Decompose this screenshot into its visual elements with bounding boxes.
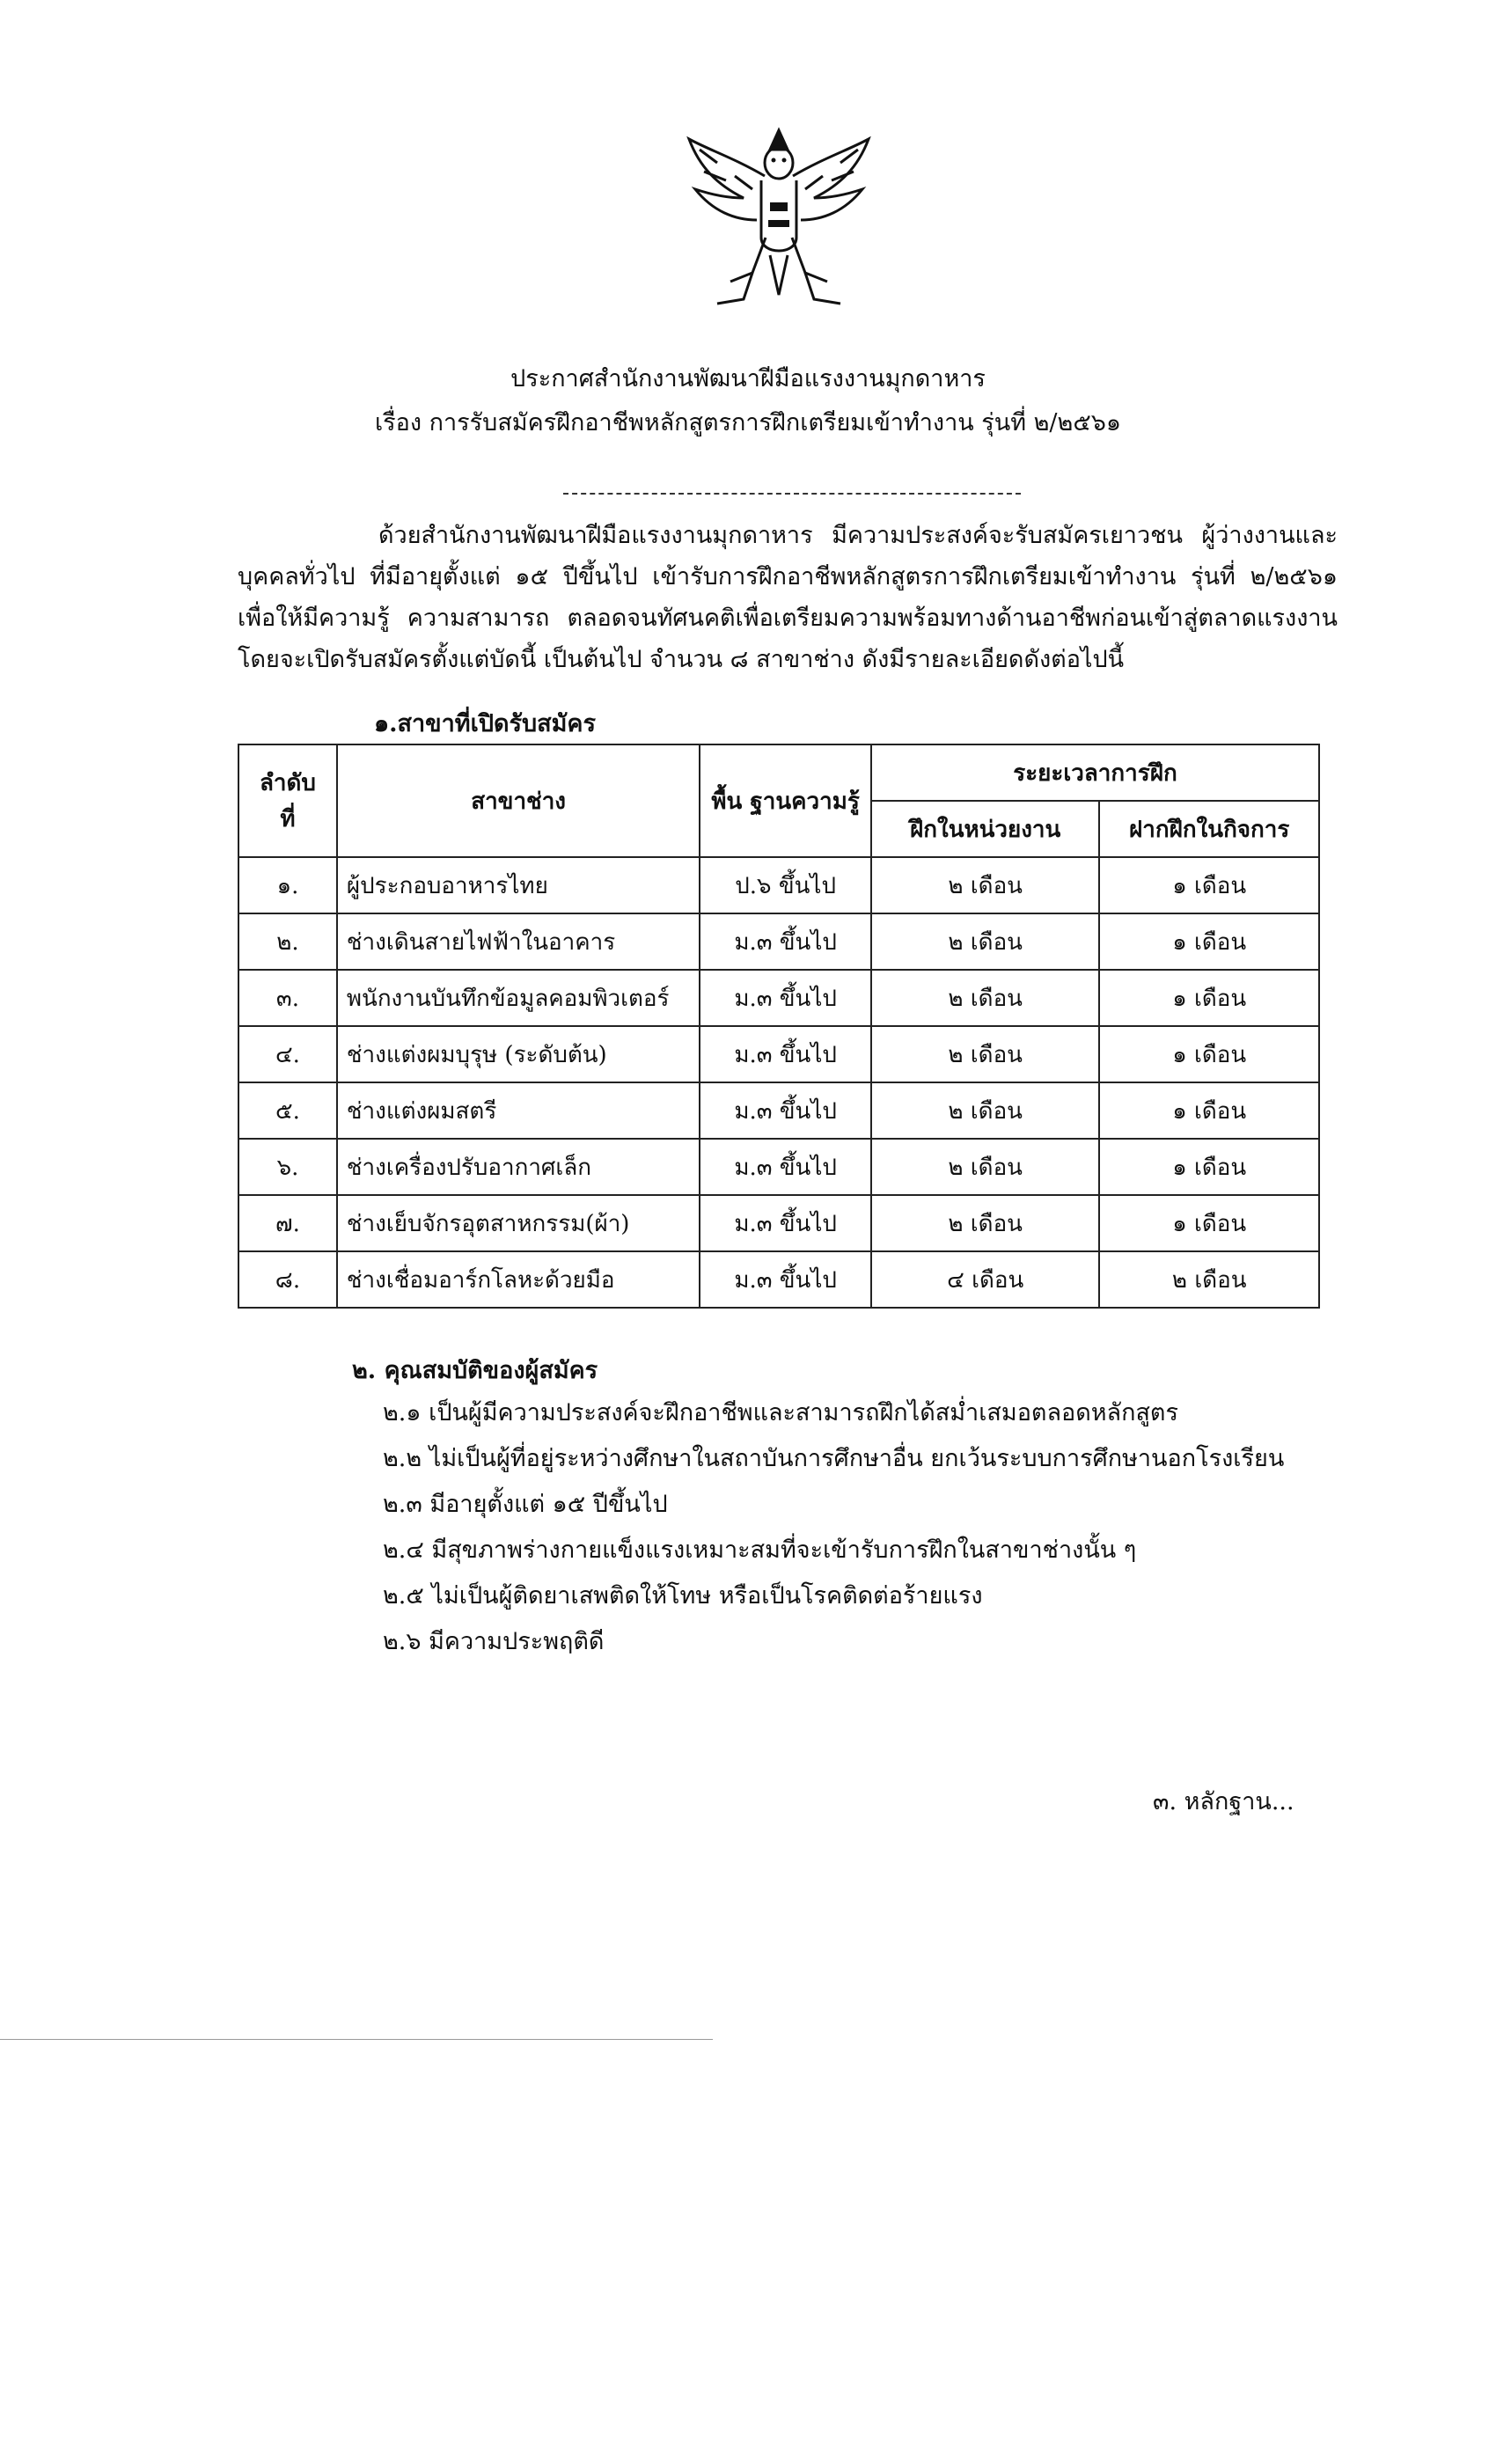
row-no: ๕. <box>238 1082 337 1139</box>
table-row <box>238 913 1319 970</box>
section2-title: ๒. คุณสมบัติของผู้สมัคร <box>352 1357 598 1384</box>
row-branch: ช่างแต่งผมบุรุษ (ระดับต้น) <box>337 1026 700 1082</box>
row-in-unit: ๔ เดือน <box>871 1251 1099 1308</box>
row-basic: ม.๓ ขึ้นไป <box>700 1026 871 1082</box>
row-branch: ช่างเครื่องปรับอากาศเล็ก <box>337 1139 700 1195</box>
divider <box>563 493 1021 495</box>
row-basic: ม.๓ ขึ้นไป <box>700 1251 871 1308</box>
col-header-in-unit: ฝึกในหน่วยงาน <box>871 801 1099 857</box>
branch-table <box>238 744 1320 1309</box>
section1-title: ๑.สาขาที่เปิดรับสมัคร <box>374 710 596 737</box>
table-row <box>238 857 1319 913</box>
row-basic: ม.๓ ขึ้นไป <box>700 1139 871 1195</box>
row-basic: ม.๓ ขึ้นไป <box>700 970 871 1026</box>
table-row <box>238 1026 1319 1082</box>
row-no: ๒. <box>238 913 337 970</box>
row-no: ๗. <box>238 1195 337 1251</box>
row-in-business: ๑ เดือน <box>1099 1139 1319 1195</box>
continued-reference: ๓. หลักฐาน... <box>1153 1788 1294 1815</box>
qualification-list <box>383 1390 1284 1665</box>
row-in-business: ๑ เดือน <box>1099 1195 1319 1251</box>
table-row <box>238 1195 1319 1251</box>
row-in-business: ๑ เดือน <box>1099 1082 1319 1139</box>
list-item: ๒.๓ มีอายุตั้งแต่ ๑๕ ปีขึ้นไป <box>383 1491 668 1518</box>
garuda-emblem-icon <box>682 123 876 312</box>
row-in-business: ๒ เดือน <box>1099 1251 1319 1308</box>
row-branch: ช่างเชื่อมอาร์กโลหะด้วยมือ <box>337 1251 700 1308</box>
row-basic: ม.๓ ขึ้นไป <box>700 1082 871 1139</box>
row-branch: พนักงานบันทึกข้อมูลคอมพิวเตอร์ <box>337 970 700 1026</box>
row-no: ๔. <box>238 1026 337 1082</box>
col-header-basic: พื้น ฐานความรู้ <box>700 744 871 857</box>
intro-paragraph: ด้วยสำนักงานพัฒนาฝีมือแรงงานมุกดาหาร มีความประสงค์จะรับสมัครเยาวชน ผู้ว่างงานและบุคคลทั่วไป ที่มีอายุตั้งแต่ ๑๕ ปีขึ้นไป เข้ารับการฝึกอาชีพหลักสูตรการฝึกเตรียมเข้าทำงาน รุ่นที่ ๒/๒๕๖๑ เพื่อให้มีความรู้ ความสามารถ ตลอดจนทัศนคติเพื่อเตรียมความพร้อมทางด้านอาชีพก่อนเข้าสู่ตลาดแรงงาน โดยจะเปิดรับสมัครตั้งแต่บัดนี้ เป็นต้นไป จำนวน ๘ สาขาช่าง ดังมีรายละเอียดดังต่อไปนี้ <box>238 522 1338 673</box>
row-in-business: ๑ เดือน <box>1099 857 1319 913</box>
row-no: ๓. <box>238 970 337 1026</box>
row-basic: ป.๖ ขึ้นไป <box>700 857 871 913</box>
table-row <box>238 1082 1319 1139</box>
list-item: ๒.๔ มีสุขภาพร่างกายแข็งแรงเหมาะสมที่จะเข้ารับการฝึกในสาขาช่างนั้น ๆ <box>383 1536 1137 1564</box>
row-in-business: ๑ เดือน <box>1099 1026 1319 1082</box>
row-branch: ช่างแต่งผมสตรี <box>337 1082 700 1139</box>
row-in-unit: ๒ เดือน <box>871 1139 1099 1195</box>
row-branch: ผู้ประกอบอาหารไทย <box>337 857 700 913</box>
row-in-unit: ๒ เดือน <box>871 1195 1099 1251</box>
row-branch: ช่างเดินสายไฟฟ้าในอาคาร <box>337 913 700 970</box>
announcement-subject: เรื่อง การรับสมัครฝึกอาชีพหลักสูตรการฝึกเตรียมเข้าทำงาน รุ่นที่ ๒/๒๕๖๑ <box>374 409 1122 436</box>
row-in-unit: ๒ เดือน <box>871 857 1099 913</box>
row-in-business: ๑ เดือน <box>1099 913 1319 970</box>
row-in-unit: ๒ เดือน <box>871 970 1099 1026</box>
row-branch: ช่างเย็บจักรอุตสาหกรรม(ผ้า) <box>337 1195 700 1251</box>
row-in-unit: ๒ เดือน <box>871 1082 1099 1139</box>
table-row <box>238 970 1319 1026</box>
row-no: ๑. <box>238 857 337 913</box>
table-row <box>238 1251 1319 1308</box>
list-item: ๒.๒ ไม่เป็นผู้ที่อยู่ระหว่างศึกษาในสถาบันการศึกษาอื่น ยกเว้นระบบการศึกษานอกโรงเรียน <box>383 1445 1285 1472</box>
row-in-unit: ๒ เดือน <box>871 1026 1099 1082</box>
list-item: ๒.๑ เป็นผู้มีความประสงค์จะฝึกอาชีพและสามารถฝึกได้สม่ำเสมอตลอดหลักสูตร <box>383 1399 1178 1426</box>
col-header-duration: ระยะเวลาการฝึก <box>871 744 1319 801</box>
row-in-unit: ๒ เดือน <box>871 913 1099 970</box>
col-header-in-business: ฝากฝึกในกิจการ <box>1099 801 1319 857</box>
col-header-branch: สาขาช่าง <box>337 744 700 857</box>
row-basic: ม.๓ ขึ้นไป <box>700 913 871 970</box>
scan-artifact-line <box>0 2039 713 2040</box>
row-no: ๖. <box>238 1139 337 1195</box>
table-row <box>238 1139 1319 1195</box>
list-item: ๒.๖ มีความประพฤติดี <box>383 1628 605 1655</box>
list-item: ๒.๕ ไม่เป็นผู้ติดยาเสพติดให้โทษ หรือเป็นโรคติดต่อร้ายแรง <box>383 1582 983 1610</box>
announcement-title: ประกาศสำนักงานพัฒนาฝีมือแรงงานมุกดาหาร <box>510 365 986 392</box>
row-in-business: ๑ เดือน <box>1099 970 1319 1026</box>
row-no: ๘. <box>238 1251 337 1308</box>
col-header-no: ลำดับ ที่ <box>238 744 337 857</box>
row-basic: ม.๓ ขึ้นไป <box>700 1195 871 1251</box>
